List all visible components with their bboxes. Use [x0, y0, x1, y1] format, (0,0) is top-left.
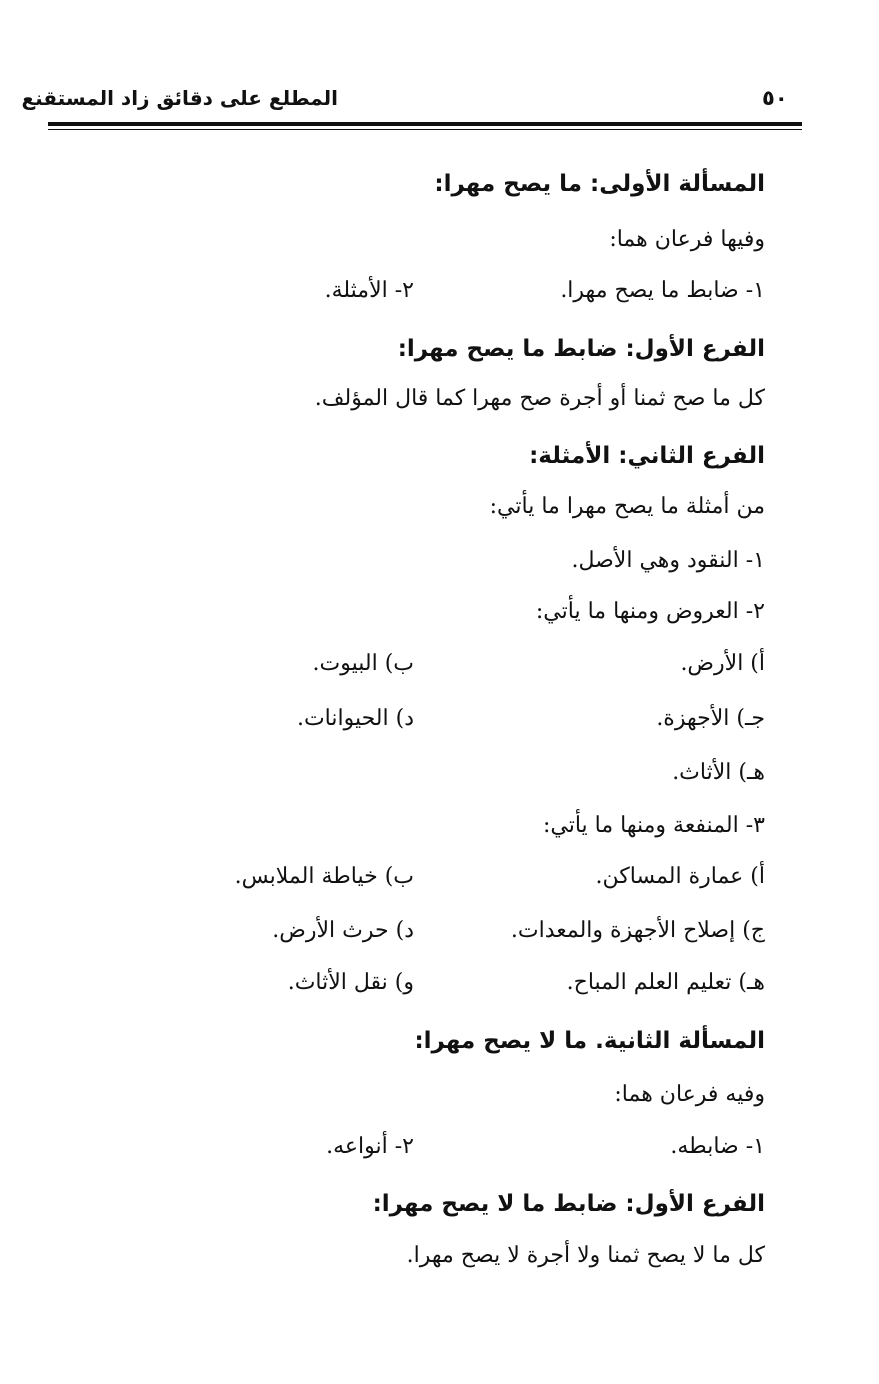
section-heading: المسألة الثانية. ما لا يصح مهرا:	[414, 1028, 765, 1054]
paragraph: كل ما صح ثمنا أو أجرة صح مهرا كما قال المؤلف.	[314, 386, 765, 411]
list-item: ١- ضابطه.	[670, 1134, 765, 1159]
list-item: د) حرث الأرض.	[272, 918, 414, 943]
list-item: ب) البيوت.	[312, 651, 414, 676]
subsection-heading: الفرع الأول: ضابط ما يصح مهرا:	[397, 336, 765, 362]
paragraph: من أمثلة ما يصح مهرا ما يأتي:	[489, 494, 765, 519]
list-item: ب) خياطة الملابس.	[234, 864, 414, 889]
subsection-heading: الفرع الأول: ضابط ما لا يصح مهرا:	[372, 1191, 765, 1217]
list-item: ٢- العروض ومنها ما يأتي:	[535, 599, 765, 624]
list-item: ١- ضابط ما يصح مهرا.	[560, 278, 765, 303]
paragraph: كل ما لا يصح ثمنا ولا أجرة لا يصح مهرا.	[406, 1243, 765, 1268]
page-number: ٥٠	[762, 86, 788, 110]
list-item: أ) عمارة المساكن.	[595, 864, 765, 889]
list-item: أ) الأرض.	[680, 651, 765, 676]
section-heading: المسألة الأولى: ما يصح مهرا:	[434, 171, 765, 197]
list-item: ١- النقود وهي الأصل.	[571, 548, 765, 573]
list-item: ج) إصلاح الأجهزة والمعدات.	[510, 918, 765, 943]
list-item: ٣- المنفعة ومنها ما يأتي:	[542, 813, 765, 838]
header-rule-thick	[48, 122, 802, 126]
paragraph: وفيها فرعان هما:	[609, 227, 765, 252]
subsection-heading: الفرع الثاني: الأمثلة:	[529, 443, 765, 469]
list-item: د) الحيوانات.	[296, 706, 414, 731]
running-header-title: المطلع على دقائق زاد المستقنع	[21, 86, 338, 110]
list-item: هـ) الأثاث.	[672, 760, 765, 785]
paragraph: وفيه فرعان هما:	[614, 1082, 765, 1107]
list-item: ٢- أنواعه.	[326, 1134, 414, 1159]
list-item: ٢- الأمثلة.	[324, 278, 414, 303]
list-item: هـ) تعليم العلم المباح.	[566, 970, 765, 995]
list-item: و) نقل الأثاث.	[287, 970, 414, 995]
header-rule-thin	[48, 129, 802, 130]
list-item: جـ) الأجهزة.	[656, 706, 765, 731]
